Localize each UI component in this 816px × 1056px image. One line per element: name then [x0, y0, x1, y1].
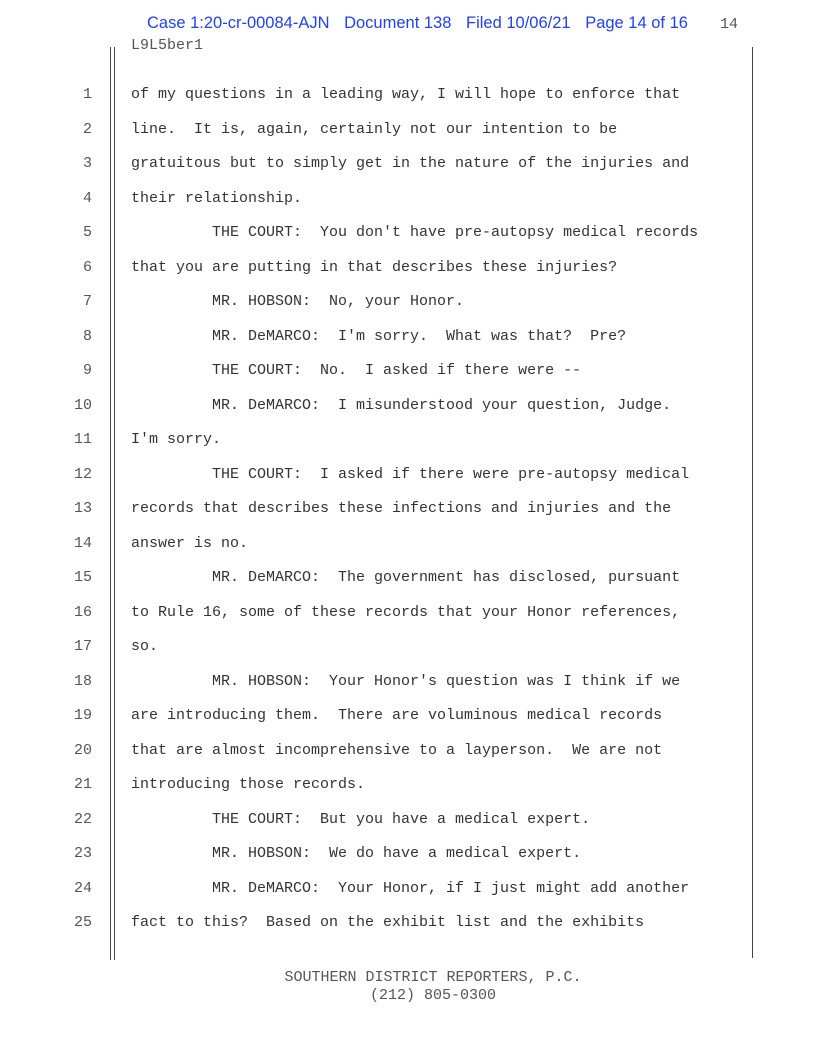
transcript-line: MR. DeMARCO: I misunderstood your question, Judge. [131, 396, 672, 414]
transcript-line: are introducing them. There are voluminous medical records [131, 707, 663, 724]
line-number: 22 [73, 810, 92, 828]
case-number: Case 1:20-cr-00084-AJN [147, 14, 330, 32]
line-number: 2 [82, 120, 92, 138]
line-number: 10 [73, 396, 92, 414]
transcript-line: THE COURT: You don't have pre-autopsy medical records [131, 224, 699, 241]
transcript-line: MR. DeMARCO: The government has disclosed, pursuant [131, 569, 681, 586]
line-number: 14 [73, 534, 92, 552]
transcript-line: that are almost incomprehensive to a layperson. We are not [131, 741, 663, 759]
transcript-line: to Rule 16, some of these records that your Honor references, [131, 603, 681, 621]
transcript-line: THE COURT: No. I asked if there were -- [131, 362, 582, 379]
line-number: 7 [82, 293, 92, 310]
transcript-line: gratuitous but to simply get in the nature of the injuries and [131, 155, 690, 172]
line-number: 3 [82, 155, 92, 172]
transcript-line: MR. DeMARCO: I'm sorry. What was that? Pre? [131, 327, 627, 345]
reporter-phone: (212) 805-0300 [369, 987, 497, 1004]
transcript-line: MR. HOBSON: No, your Honor. [131, 293, 465, 310]
line-number: 17 [73, 638, 92, 655]
left-margin-rule-inner [114, 47, 115, 960]
line-number: 23 [73, 845, 92, 862]
case-header [147, 14, 698, 33]
line-number: 19 [73, 707, 92, 724]
transcript-line: fact to this? Based on the exhibit list and the exhibits [131, 914, 645, 931]
transcript-line: of my questions in a leading way, I will hope to enforce that [131, 86, 681, 103]
right-margin-rule [752, 47, 753, 958]
left-margin-rule-outer [110, 47, 111, 960]
transcript-line: THE COURT: But you have a medical expert. [131, 810, 591, 828]
transcript-line: line. It is, again, certainly not our intention to be [131, 120, 618, 138]
line-number: 24 [73, 879, 92, 897]
transcript-line: THE COURT: I asked if there were pre-autopsy medical [131, 465, 690, 483]
line-number: 18 [73, 672, 92, 690]
page-count: Page 14 of 16 [585, 14, 688, 32]
line-number: 21 [73, 776, 92, 793]
line-number: 4 [82, 189, 92, 207]
transcript-line: I'm sorry. [131, 431, 222, 448]
line-number: 6 [82, 258, 92, 276]
line-number: 11 [73, 431, 92, 448]
line-number: 8 [82, 327, 92, 345]
transcript-line: MR. HOBSON: Your Honor's question was I think if we [131, 672, 681, 690]
page-footer [0, 969, 816, 1005]
transcript-line: their relationship. [131, 189, 303, 207]
line-number: 12 [73, 465, 92, 483]
transcript-line: that you are putting in that describes these injuries? [131, 258, 618, 276]
transcript-line: MR. HOBSON: We do have a medical expert. [131, 845, 582, 862]
line-number: 5 [82, 224, 92, 241]
transcript-line: records that describes these infections and injuries and the [131, 500, 672, 517]
line-number: 25 [73, 914, 92, 931]
line-number: 20 [73, 741, 92, 759]
document-number: Document 138 [344, 14, 452, 32]
transcript-id: L9L5ber1 [131, 37, 204, 54]
transcript-line: MR. DeMARCO: Your Honor, if I just might add another [131, 879, 690, 897]
filed-date: Filed 10/06/21 [466, 14, 571, 32]
page-number: 14 [720, 16, 739, 33]
line-number: 15 [73, 569, 92, 586]
line-number: 16 [73, 603, 92, 621]
transcript-line: so. [131, 638, 159, 655]
transcript-line: answer is no. [131, 534, 249, 552]
line-number: 1 [82, 86, 92, 103]
line-number: 9 [82, 362, 92, 379]
line-number: 13 [73, 500, 92, 517]
transcript-line: introducing those records. [131, 776, 366, 793]
reporter-name: SOUTHERN DISTRICT REPORTERS, P.C. [284, 969, 582, 986]
